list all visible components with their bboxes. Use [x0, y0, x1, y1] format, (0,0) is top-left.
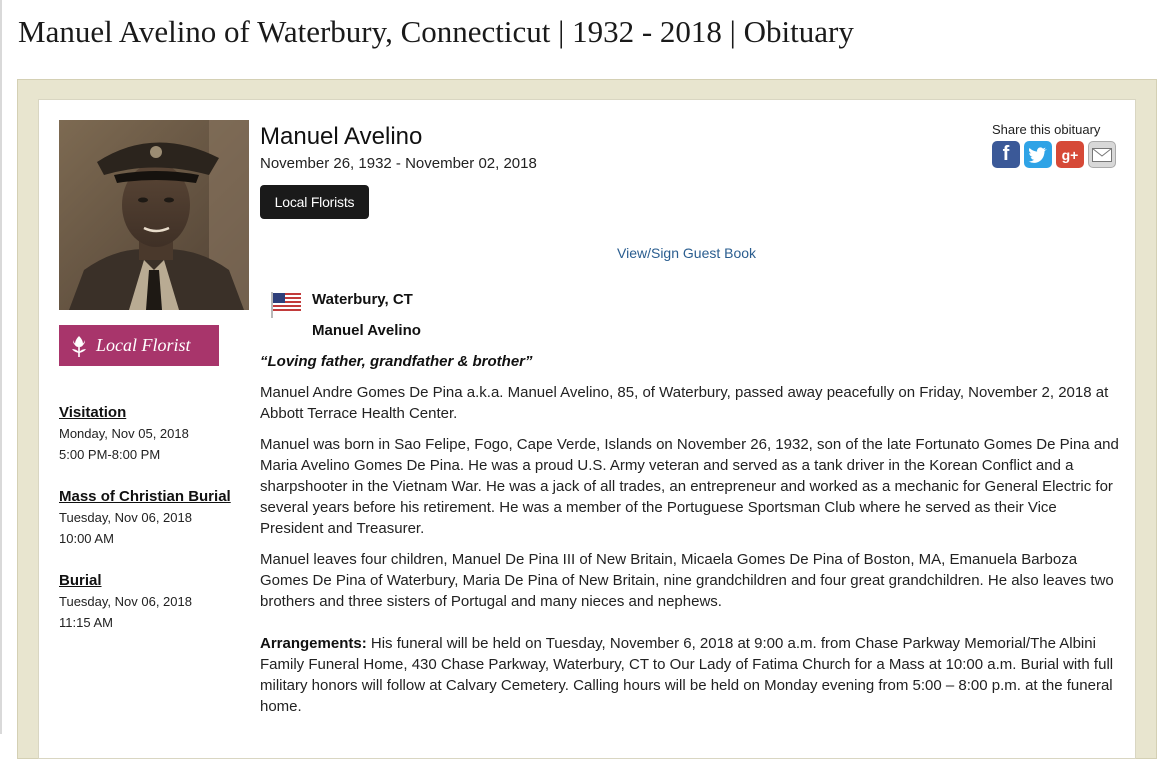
- facebook-icon[interactable]: f: [992, 141, 1020, 168]
- arrangements-text: His funeral will be held on Tuesday, November 6, 2018 at 9:00 a.m. from Chase Parkway Memorial/The Albini Family Funeral Home, 430 Chase Parkway, Waterbury, CT to Our Lady of Fatima Church for a Mass at 10:00 a.m. Burial with full military honors will follow at Calvary Cemetery. Calling hours will be held on Monday evening from 5:00 – 8:00 p.m. at the funeral home.: [260, 635, 1114, 715]
- location: Waterbury, CT: [312, 291, 413, 308]
- page-left-border: [0, 0, 2, 734]
- event-date: Tuesday, Nov 06, 2018: [59, 510, 192, 525]
- arrangements-label: Arrangements:: [260, 635, 367, 652]
- obituary-paragraph: Manuel leaves four children, Manuel De Pina III of New Britain, Micaela Gomes De Pina of Boston, MA, Emanuela Barboza Gomes De Pina of Waterbury, Maria De Pina of New Britain, nine grandchildren and four great grandchildren. He also leaves two brothers and three sisters of Portugal and many nieces and nephews.: [260, 551, 1114, 610]
- email-icon[interactable]: [1088, 141, 1116, 168]
- event-title-mass[interactable]: Mass of Christian Burial: [59, 488, 231, 505]
- event-time: 10:00 AM: [59, 531, 114, 546]
- obituary-subname: Manuel Avelino: [312, 322, 421, 339]
- guestbook-link[interactable]: View/Sign Guest Book: [617, 245, 757, 261]
- local-florists-button[interactable]: Local Florists: [260, 185, 369, 219]
- event-mass: [59, 487, 231, 549]
- event-time: 11:15 AM: [59, 615, 113, 630]
- event-date: Tuesday, Nov 06, 2018: [59, 594, 192, 609]
- event-visitation: [59, 403, 189, 465]
- event-title-visitation[interactable]: Visitation: [59, 404, 127, 421]
- google-plus-icon[interactable]: g+: [1056, 141, 1084, 168]
- page-title: Manuel Avelino of Waterbury, Connecticut | 1932 - 2018 | Obituary: [18, 14, 854, 49]
- american-flag-icon: [270, 290, 302, 318]
- flower-icon: [69, 334, 89, 358]
- share-label: Share this obituary: [992, 122, 1101, 137]
- event-time: 5:00 PM-8:00 PM: [59, 447, 161, 462]
- tagline-quote: “Loving father, grandfather & brother”: [260, 353, 533, 370]
- event-date: Monday, Nov 05, 2018: [59, 426, 189, 441]
- obituary-paragraph: Manuel was born in Sao Felipe, Fogo, Cape Verde, Islands on November 26, 1932, son of the late Fortunato Gomes De Pina and Maria Avelino Gomes De Pina. He was a proud U.S. Army veteran and served as a tank driver in the Korean Conflict and a sharpshooter in the Vietnam War. He was a jack of all trades, an entrepreneur and worked as a mechanic for General Electric for several years before his retirement. He was a member of the Portuguese Sportsman Club where he served as their Vice President and Treasurer.: [260, 436, 1119, 537]
- obituary-paragraph: Manuel Andre Gomes De Pina a.k.a. Manuel Avelino, 85, of Waterbury, passed away peacefully on Friday, November 2, 2018 at Abbott Terrace Health Center.: [260, 384, 1109, 422]
- share-icons: [992, 141, 1116, 168]
- deceased-name: Manuel Avelino: [260, 123, 423, 150]
- event-title-burial[interactable]: Burial: [59, 572, 102, 589]
- local-florist-label: Local Florist: [96, 335, 191, 355]
- twitter-icon[interactable]: [1024, 141, 1052, 168]
- life-dates: November 26, 1932 - November 02, 2018: [260, 155, 537, 172]
- local-florist-banner[interactable]: [59, 325, 219, 366]
- portrait-photo: [59, 120, 249, 310]
- event-burial: [59, 571, 192, 633]
- arrangements-paragraph: [260, 633, 1122, 717]
